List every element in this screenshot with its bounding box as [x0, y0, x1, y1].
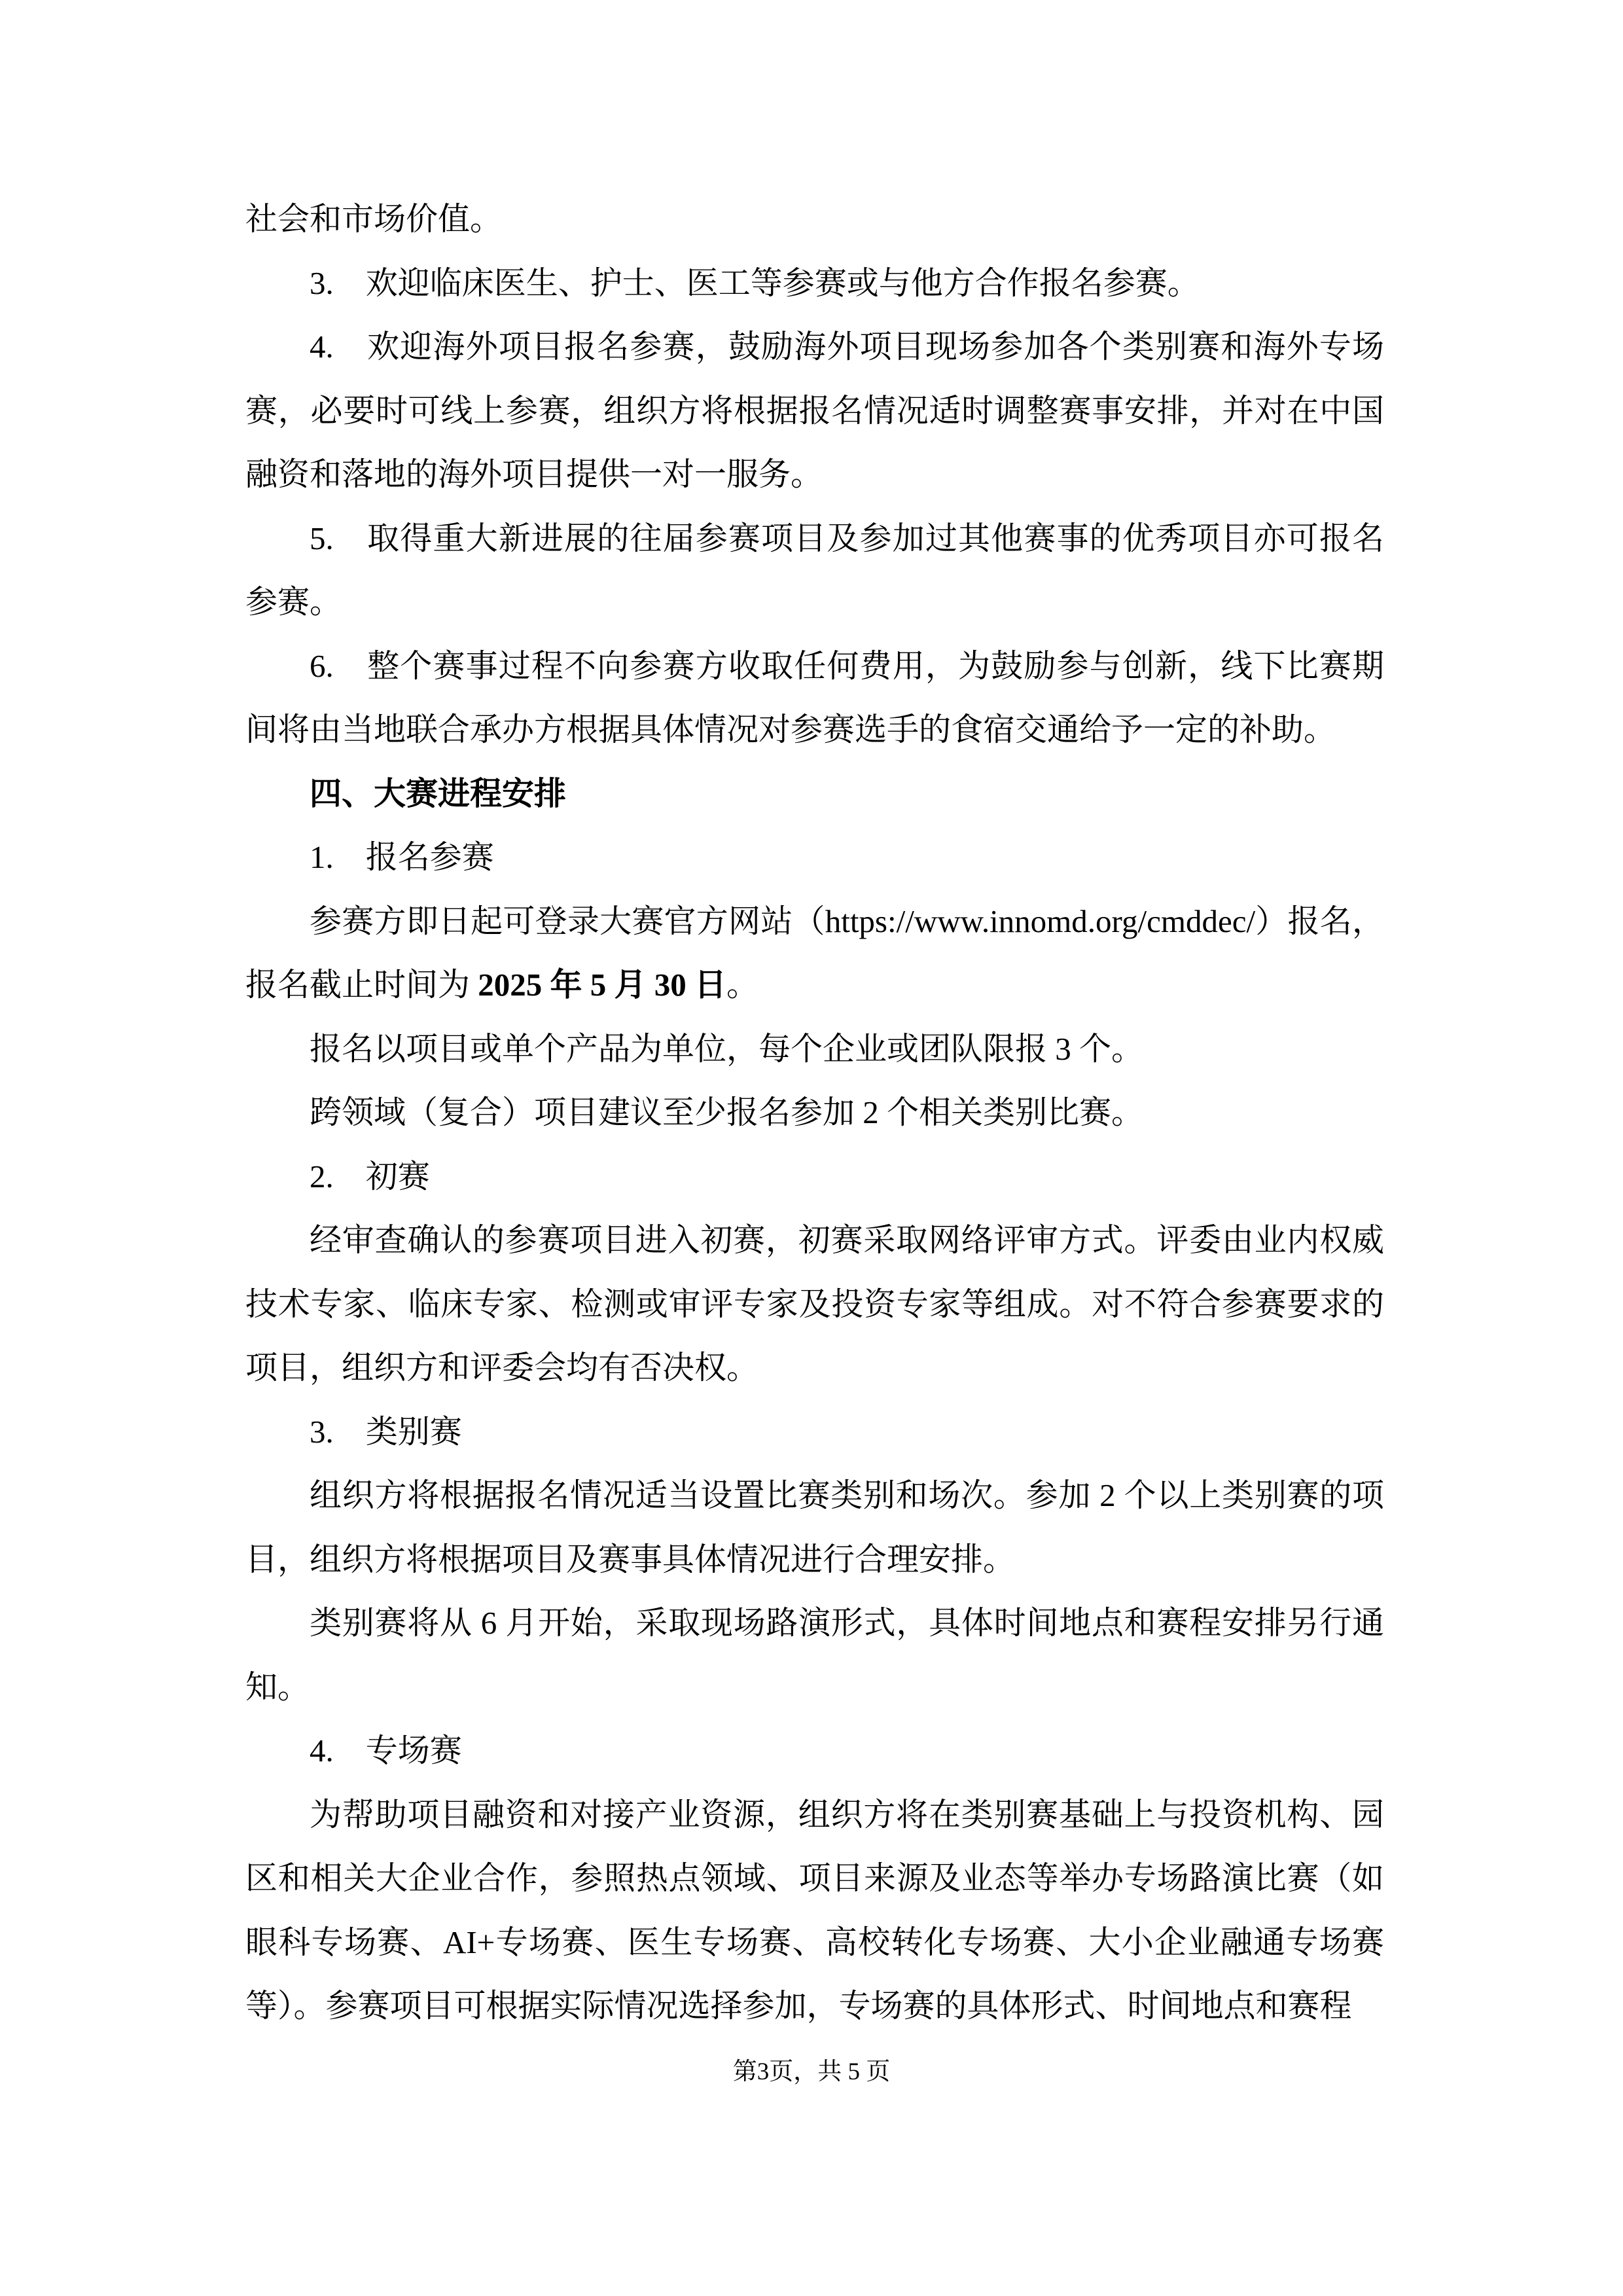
list-item-3 — [245, 251, 1384, 315]
text-segment: 类别赛将从 6 月开始，采取现场路演形式，具体时间地点和赛程安排另行通知。 — [245, 1605, 1384, 1705]
list-item-4 — [245, 315, 1384, 507]
body-paragraph — [245, 1591, 1384, 1719]
text-segment: 社会和市场价值。 — [245, 201, 503, 237]
continuation-paragraph — [245, 187, 1384, 251]
sub-item-4 — [245, 1719, 1384, 1783]
sub-item-3 — [245, 1400, 1384, 1464]
page-footer — [0, 2053, 1623, 2092]
text-segment: 4. 欢迎海外项目报名参赛，鼓励海外项目现场参加各个类别赛和海外专场赛，必要时可线上参赛，组织方将根据报名情况适时调整赛事安排，并对在中国融资和落地的海外项目提供一对一服务。 — [245, 329, 1384, 492]
text-segment: 3. 欢迎临床医生、护士、医工等参赛或与他方合作报名参赛。 — [310, 264, 1200, 301]
text-segment: 报名以项目或单个产品为单位，每个企业或团队限报 3 个。 — [310, 1030, 1144, 1067]
text-segment: 四、大赛进程安排 — [310, 775, 567, 812]
body-paragraph — [245, 1017, 1384, 1081]
text-segment: 2. 初赛 — [310, 1158, 430, 1194]
text-segment: 为帮助项目融资和对接产业资源，组织方将在类别赛基础上与投资机构、园区和相关大企业合作，参照热点领域、项目来源及业态等举办专场路演比赛（如眼科专场赛、AI+专场赛、医生专场赛、高校转化专场赛、大小企业融通专场赛等）。参赛项目可根据实际情况选择参加，专场赛的具体形式、时间地点和赛程 — [245, 1796, 1384, 2024]
body-paragraph — [245, 889, 1384, 1017]
text-segment: 。 — [726, 967, 759, 1003]
text-segment: 6. 整个赛事过程不向参赛方收取任何费用，为鼓励参与创新，线下比赛期间将由当地联合承办方根据具体情况对参赛选手的食宿交通给予一定的补助。 — [245, 647, 1384, 747]
section-heading — [245, 762, 1384, 826]
body-paragraph — [245, 1463, 1384, 1591]
text-segment: 3. 类别赛 — [310, 1413, 462, 1450]
text-segment: 组织方将根据报名情况适当设置比赛类别和场次。参加 2 个以上类别赛的项目，组织方将根据项目及赛事具体情况进行合理安排。 — [245, 1477, 1384, 1577]
sub-item-2 — [245, 1145, 1384, 1209]
text-segment: 1. 报名参赛 — [310, 839, 494, 875]
list-item-5 — [245, 507, 1384, 634]
text-segment: 经审查确认的参赛项目进入初赛，初赛采取网络评审方式。评委由业内权威技术专家、临床专家、检测或审评专家及投资专家等组成。对不符合参赛要求的项目，组织方和评委会均有否决权。 — [245, 1222, 1384, 1386]
text-segment: 跨领域（复合）项目建议至少报名参加 2 个相关类别比赛。 — [310, 1094, 1144, 1130]
text-segment: 4. 专场赛 — [310, 1732, 462, 1768]
page-number-label: 第3页，共 5 页 — [732, 2058, 891, 2085]
sub-item-1 — [245, 825, 1384, 889]
document-body — [245, 187, 1384, 2038]
body-paragraph — [245, 1208, 1384, 1400]
bold-text-segment: 2025 年 5 月 30 日 — [478, 967, 727, 1003]
body-paragraph — [245, 1783, 1384, 2038]
list-item-6 — [245, 634, 1384, 762]
text-segment: 5. 取得重大新进展的往届参赛项目及参加过其他赛事的优秀项目亦可报名参赛。 — [245, 520, 1384, 620]
body-paragraph — [245, 1081, 1384, 1145]
text-segment: 参赛方即日起可登录大赛官方网站（https://www.innomd.org/cmddec/）报名，报名截止时间为 — [245, 903, 1384, 1003]
